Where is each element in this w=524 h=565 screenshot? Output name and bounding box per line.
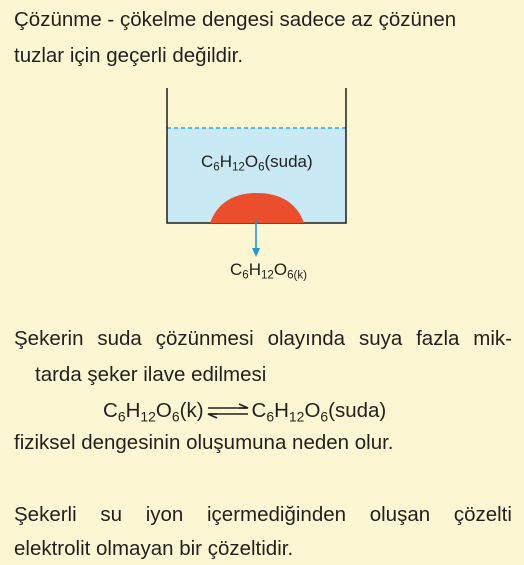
formula-h: H — [248, 260, 261, 279]
word: suya — [358, 327, 403, 350]
word: mik- — [473, 327, 512, 350]
formula-h-count: 12 — [231, 161, 245, 174]
word: suda — [97, 327, 142, 350]
equation-left — [103, 396, 204, 426]
formula-h-count: 12 — [140, 408, 156, 425]
paragraph1-line-2: tarda şeker ilave edilmesi — [35, 363, 267, 386]
formula-state: (suda) — [328, 399, 387, 422]
formula-h: H — [274, 399, 289, 422]
formula-h-count: 12 — [260, 269, 274, 282]
solution-formula — [201, 152, 313, 172]
formula-o-state: 6(k) — [287, 269, 307, 282]
paragraph1-line-1 — [14, 323, 512, 355]
formula-c-count: 6 — [242, 269, 249, 282]
paragraph2-line-1 — [14, 499, 512, 531]
formula-state: (k) — [179, 399, 204, 422]
formula-c-count: 6 — [117, 408, 126, 425]
formula-c-count: 6 — [213, 161, 220, 174]
formula-h-count: 12 — [288, 408, 305, 425]
formula-o-count: 6 — [171, 408, 180, 425]
word: olayında — [267, 327, 346, 350]
formula-c: C — [251, 399, 267, 422]
formula-c: C — [230, 260, 243, 279]
word: Şekerin — [14, 327, 84, 350]
word: Şekerli — [14, 503, 77, 526]
equation-right — [252, 396, 387, 426]
formula-c: C — [103, 399, 118, 422]
formula-c-count: 6 — [266, 408, 275, 425]
formula-h: H — [125, 399, 141, 422]
word: çözünmesi — [155, 327, 254, 350]
precipitate-arrow-head — [252, 248, 260, 257]
paragraph2-line-2: elektrolit olmayan bir çözeltidir. — [14, 537, 294, 560]
formula-state: (suda) — [264, 152, 313, 171]
formula-c: C — [201, 152, 214, 171]
paragraph1-line-3: fiziksel dengesinin oluşumuna neden olur. — [14, 431, 394, 454]
formula-o: O — [273, 260, 288, 279]
intro-line-2: tuzlar için geçerli değildir. — [14, 44, 244, 67]
word: iyon — [145, 503, 184, 526]
formula-o: O — [244, 152, 259, 171]
word: oluşan — [369, 503, 431, 526]
word: çözelti — [453, 503, 512, 526]
equilibrium-arrow-icon — [206, 403, 250, 419]
word: fazla — [416, 327, 460, 350]
formula-o: O — [155, 399, 172, 422]
equilibrium-equation — [103, 396, 386, 426]
formula-o-count: 6 — [258, 161, 265, 174]
word: içermediğinden — [207, 503, 347, 526]
formula-o: O — [304, 399, 321, 422]
formula-h: H — [219, 152, 232, 171]
intro-line-1: Çözünme - çökelme dengesi sadece az çözünen — [14, 8, 457, 31]
solid-formula — [230, 260, 307, 280]
formula-o-count: 6 — [320, 408, 329, 425]
word: su — [100, 503, 123, 526]
